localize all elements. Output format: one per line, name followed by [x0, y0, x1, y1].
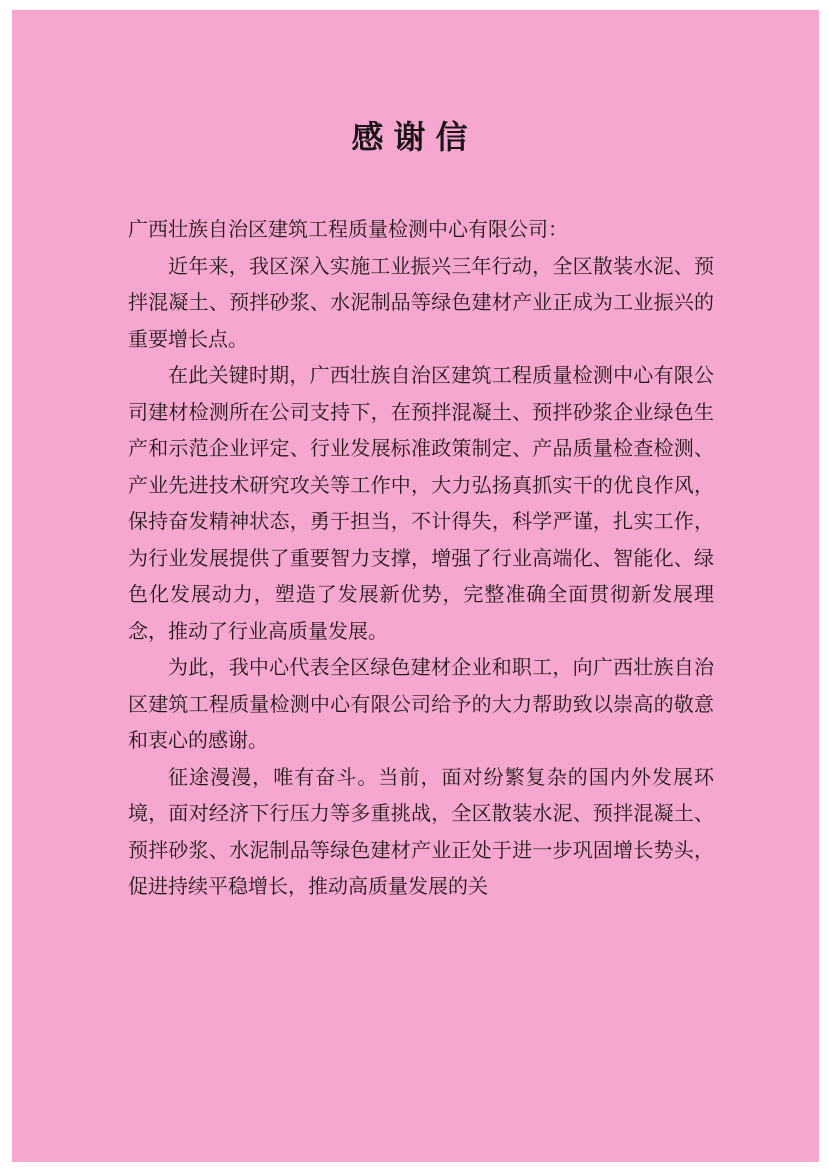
letter-paragraph-1: 近年来，我区深入实施工业振兴三年行动，全区散装水泥、预拌混凝土、预拌砂浆、水泥制品等绿色建材产业正成为工业振兴的重要增长点。	[128, 253, 714, 351]
letter-salutation: 广西壮族自治区建筑工程质量检测中心有限公司：	[128, 217, 568, 241]
letter-paragraph-4: 征途漫漫，唯有奋斗。当前，面对纷繁复杂的国内外发展环境，面对经济下行压力等多重挑战，全区散装水泥、预拌混凝土、预拌砂浆、水泥制品等绿色建材产业正处于进一步巩固增长势头，促进持续平稳增长，推动高质量发展的关	[128, 764, 714, 898]
letter-title: 感谢信	[351, 118, 478, 156]
letter-paragraph-2: 在此关键时期，广西壮族自治区建筑工程质量检测中心有限公司建材检测所在公司支持下，在预拌混凝土、预拌砂浆企业绿色生产和示范企业评定、行业发展标准政策制定、产品质量检查检测、产业先进技术研究攻关等工作中，大力弘扬真抓实干的优良作风，保持奋发精神状态，勇于担当，不计得失，科学严谨，扎实工作，为行业发展提供了重要智力支撑，增强了行业高端化、智能化、绿色化发展动力，塑造了发展新优势，完整准确全面贯彻新发展理念，推动了行业高质量发展。	[128, 363, 714, 643]
letter-paragraph-3: 为此，我中心代表全区绿色建材企业和职工，向广西壮族自治区建筑工程质量检测中心有限公司给予的大力帮助致以崇高的敬意和衷心的感谢。	[128, 655, 714, 752]
letter-body	[128, 211, 714, 905]
